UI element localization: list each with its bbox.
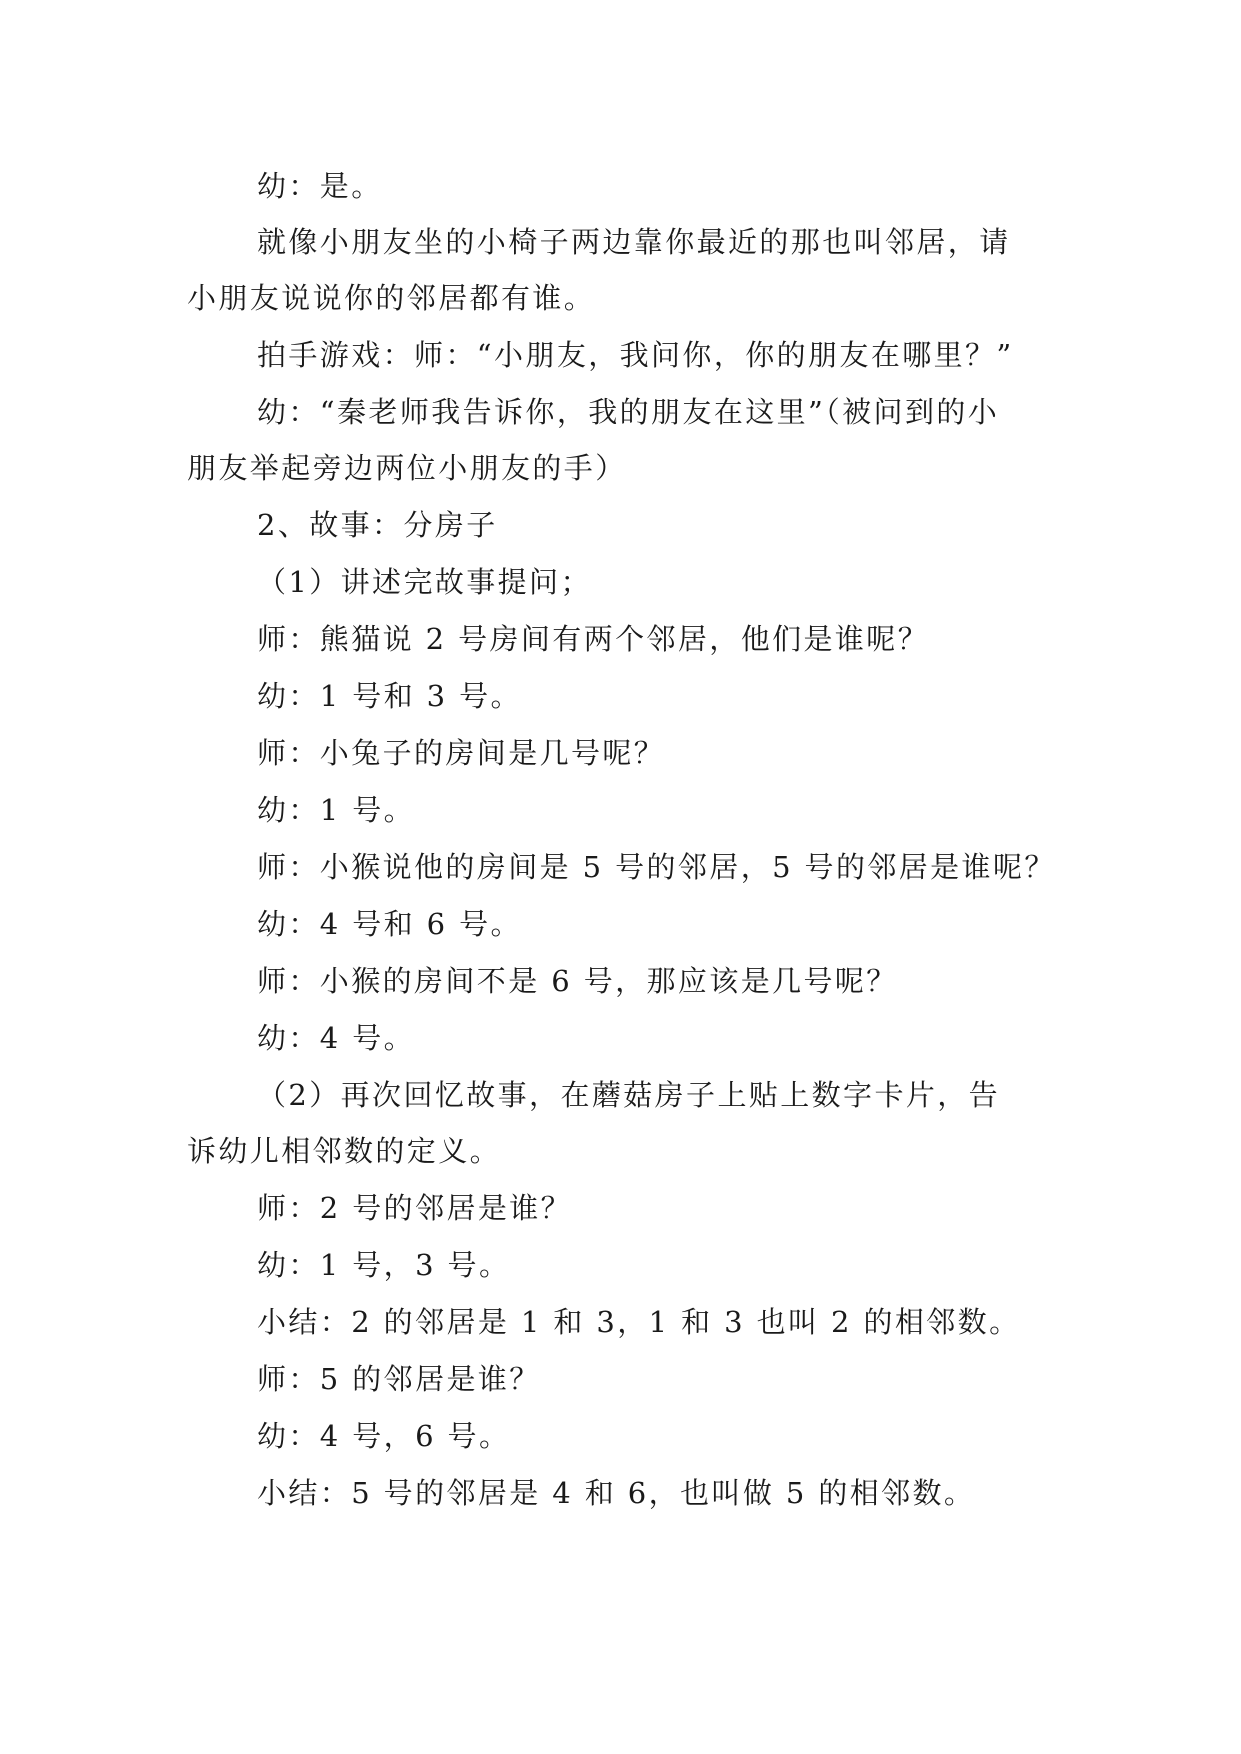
- summary-line: 小结：5 号的邻居是 4 和 6，也叫做 5 的相邻数。: [257, 1476, 976, 1510]
- section-heading: 2、故事：分房子: [257, 508, 498, 542]
- text-line: 幼：1 号。: [257, 793, 416, 827]
- text-line: 诉幼儿相邻数的定义。: [187, 1134, 502, 1168]
- text-line: 幼：1 号，3 号。: [257, 1248, 511, 1282]
- text-line: 幼：1 号和 3 号。: [257, 679, 522, 713]
- text-line: 朋友举起旁边两位小朋友的手）: [187, 451, 627, 485]
- text-line: 小朋友说说你的邻居都有谁。: [187, 281, 596, 315]
- text-line: 师：小猴的房间不是 6 号，那应该是几号呢？: [257, 964, 898, 998]
- text-line: 师：5 的邻居是谁？: [257, 1362, 541, 1396]
- text-line: 就像小朋友坐的小椅子两边靠你最近的那也叫邻居，请: [257, 225, 1011, 259]
- text-line: 幼：是。: [257, 169, 383, 203]
- subsection-heading: （1）讲述完故事提问；: [257, 565, 592, 599]
- text-line: 师：熊猫说 2 号房间有两个邻居，他们是谁呢？: [257, 622, 930, 656]
- text-line: 师：小猴说他的房间是 5 号的邻居，5 号的邻居是谁呢？: [257, 850, 1056, 884]
- summary-line: 小结：2 的邻居是 1 和 3，1 和 3 也叫 2 的相邻数。: [257, 1305, 1021, 1339]
- text-line: 幼：4 号和 6 号。: [257, 907, 522, 941]
- text-line: 师：2 号的邻居是谁？: [257, 1191, 573, 1225]
- text-line: 幼：4 号。: [257, 1021, 416, 1055]
- text-line: 幼：“秦老师我告诉你，我的朋友在这里”（被问到的小: [257, 395, 1000, 429]
- subsection-heading: （2）再次回忆故事，在蘑菇房子上贴上数字卡片，告: [257, 1078, 1001, 1112]
- text-line: 师：小兔子的房间是几号呢？: [257, 736, 666, 770]
- text-line: 幼：4 号，6 号。: [257, 1419, 511, 1453]
- text-line: 拍手游戏：师：“小朋友，我问你，你的朋友在哪里？”: [257, 338, 1014, 372]
